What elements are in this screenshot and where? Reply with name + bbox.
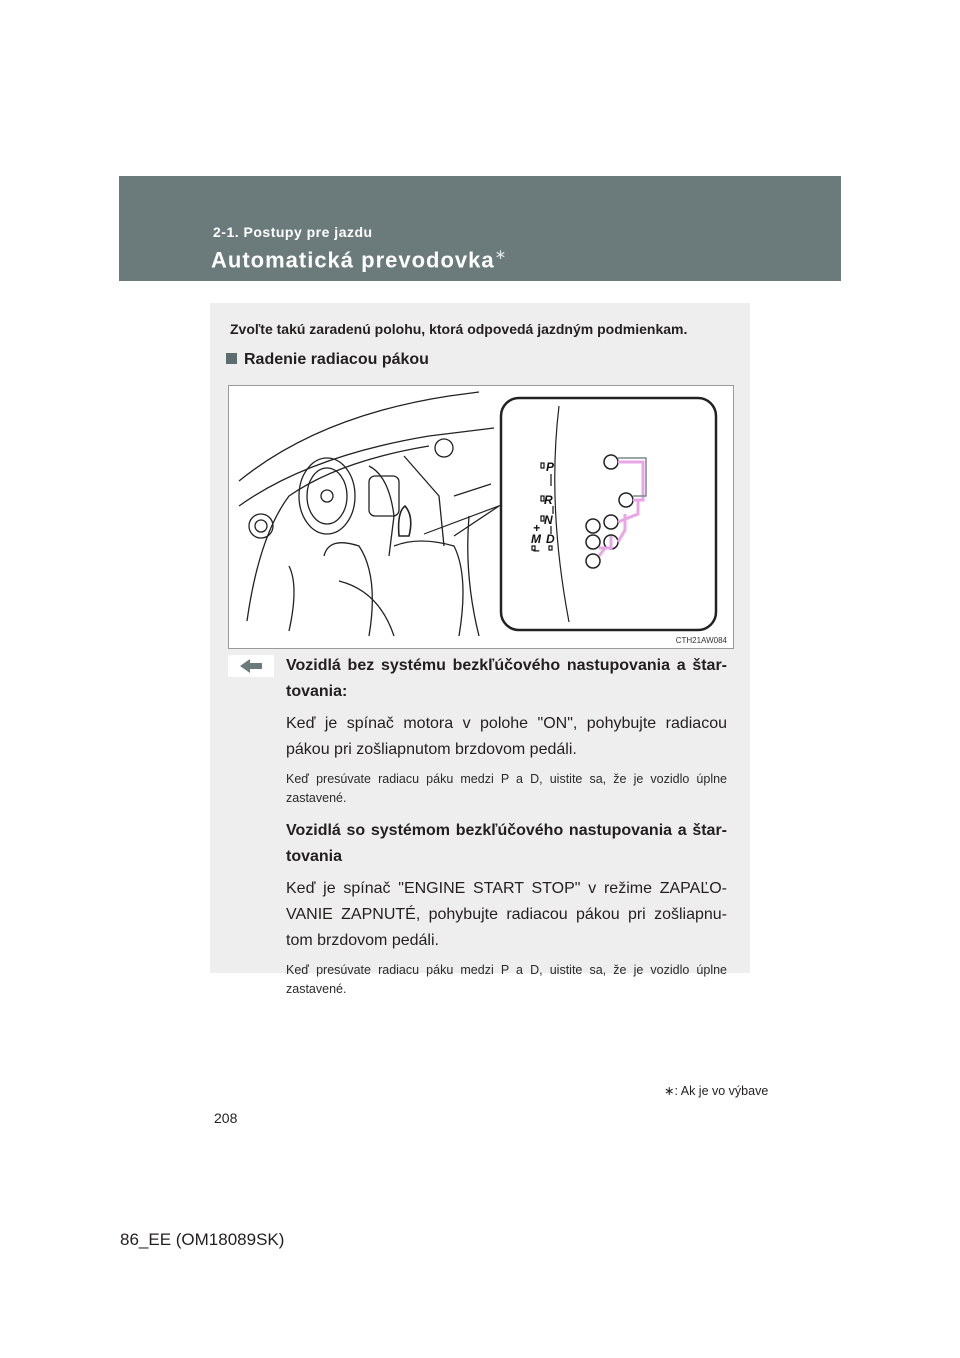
- shift-lever-figure: [228, 385, 734, 649]
- instructions: [286, 653, 727, 1009]
- gear-label-plus: +: [533, 521, 541, 535]
- reference-box: [228, 655, 274, 677]
- footnote-mark: ∗: [664, 1084, 675, 1098]
- gear-label-m: M: [531, 532, 541, 546]
- gear-label-r: R: [544, 493, 553, 507]
- instruction-without-keyless: Keď je spínač motora v polohe "ON", pohybujte radiacou pákou pri zošliapnutom brzdovom pedáli.: [286, 715, 727, 758]
- note-with-keyless: Keď presúvate radiacu páku medzi P a D, uistite sa, že je vozidlo úplne zastavené.: [286, 963, 727, 996]
- left-arrow-icon: [228, 655, 274, 677]
- header-bar: [119, 176, 841, 281]
- gear-label-minus: –: [533, 543, 540, 557]
- intro-text: Zvoľte takú zaradenú polohu, ktorá odpovedá jazdným podmienkam.: [230, 321, 688, 337]
- page-number: 208: [214, 1110, 238, 1126]
- gear-label-p: P: [546, 460, 555, 474]
- square-bullet-icon: [226, 353, 237, 364]
- heading-without-keyless: Vozidlá bez systému bezkľúčového nastupovania a štar-tovania:: [286, 657, 727, 700]
- instruction-with-keyless: Keď je spínač "ENGINE START STOP" v režime ZAPAĽO-VANIE ZAPNUTÉ, pohybujte radiacou pákou pri zošliapnu-tom brzdovom pedáli.: [286, 880, 727, 949]
- gear-label-d: D: [546, 532, 555, 546]
- page-title-text: Automatická prevodovka: [211, 247, 495, 273]
- note-without-keyless: Keď presúvate radiacu páku medzi P a D, uistite sa, že je vozidlo úplne zastavené.: [286, 772, 727, 805]
- document-code: 86_EE (OM18089SK): [120, 1230, 285, 1249]
- footnote-text: : Ak je vo výbave: [674, 1084, 769, 1098]
- page-title: [211, 246, 507, 273]
- section-label: 2-1. Postupy pre jazdu: [213, 224, 373, 240]
- footnote: [664, 1083, 768, 1098]
- gear-label-n: N: [544, 513, 553, 527]
- figure-illustration: [229, 386, 733, 648]
- subheading: [226, 351, 429, 369]
- optional-mark: ∗: [494, 246, 508, 262]
- content-panel: [210, 303, 750, 996]
- heading-with-keyless: Vozidlá so systémom bezkľúčového nastupovania a štar-tovania: [286, 822, 727, 865]
- car-interior-illustration: [239, 392, 499, 636]
- subheading-text: Radenie radiacou pákou: [244, 351, 429, 368]
- figure-code: CTH21AW084: [675, 636, 727, 645]
